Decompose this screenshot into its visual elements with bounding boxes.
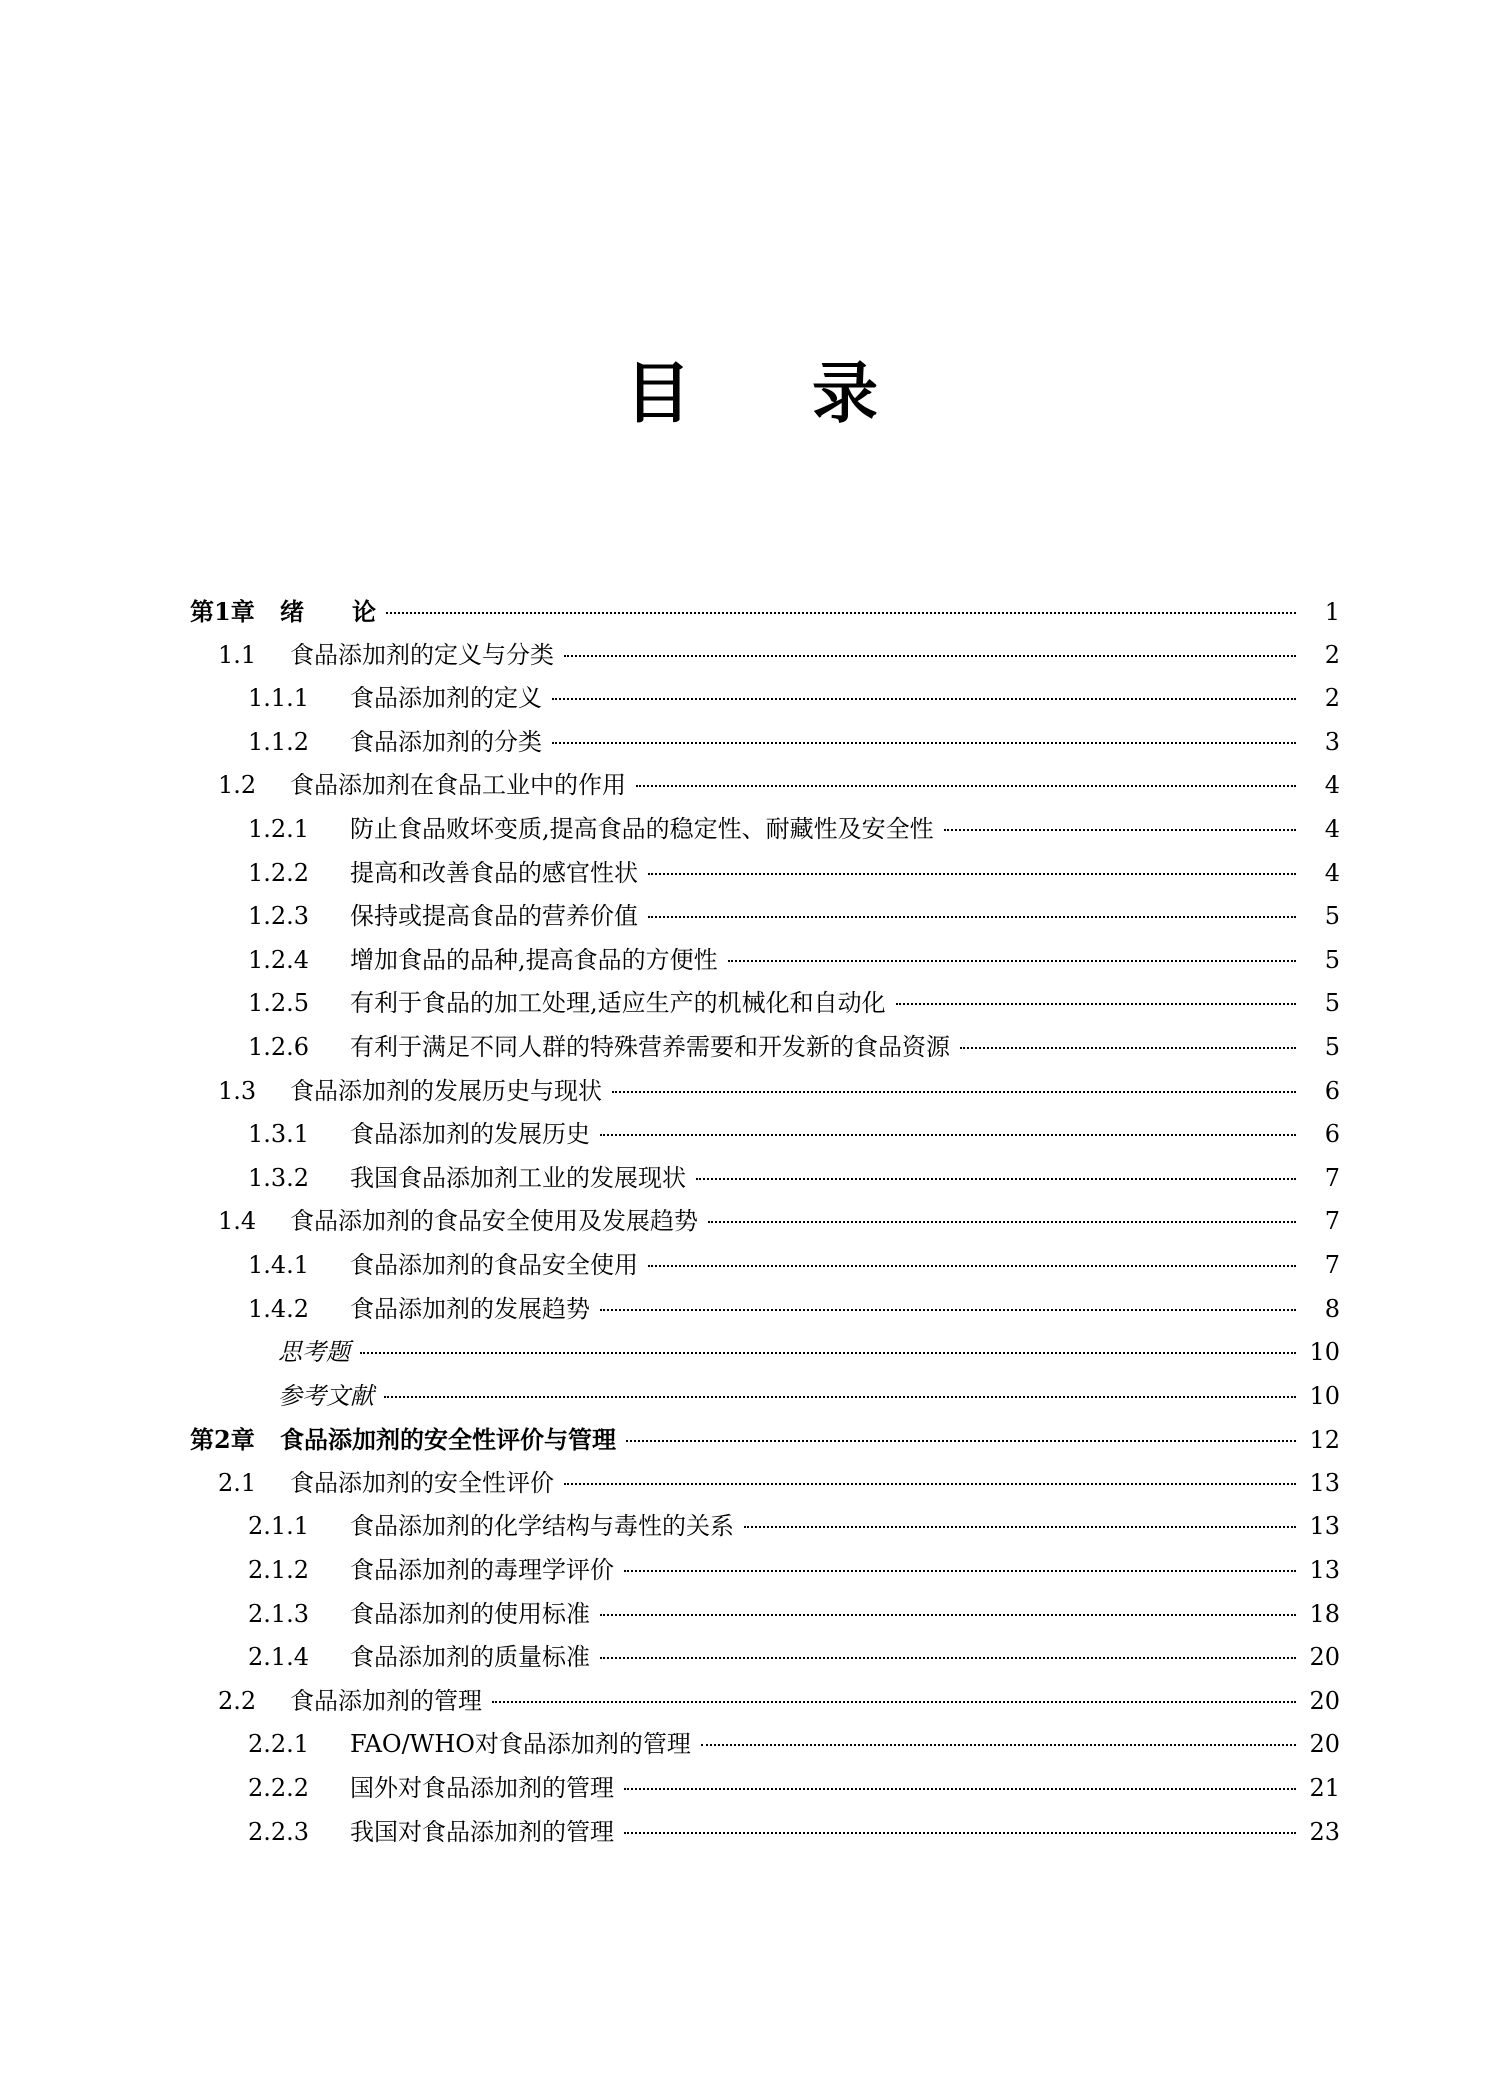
- toc-section-entry[interactable]: [190, 939, 1340, 983]
- toc-page-number: 5: [1324, 945, 1340, 974]
- toc-entry-title: 食品添加剂的分类: [350, 727, 542, 756]
- toc-section-entry[interactable]: [190, 1767, 1340, 1811]
- toc-dot-leader: [636, 785, 1296, 787]
- toc-entry-number: 1.3.1: [248, 1120, 310, 1149]
- toc-dot-leader: [696, 1178, 1296, 1180]
- toc-dot-leader: [600, 1614, 1296, 1616]
- toc-entry-number: 2.1: [218, 1468, 257, 1497]
- toc-dot-leader: [612, 1091, 1296, 1093]
- toc-page-number: 7: [1324, 1163, 1340, 1192]
- toc-entry-number: 2.2.2: [248, 1774, 310, 1803]
- toc-entry-number: 2.2: [218, 1686, 257, 1715]
- toc-page-number: 3: [1324, 727, 1340, 756]
- toc-page-number: 4: [1324, 858, 1340, 887]
- toc-section-entry[interactable]: [190, 1505, 1340, 1549]
- toc-entry-number: 1.4.2: [248, 1294, 310, 1323]
- toc-entry-number: 1.2.6: [248, 1032, 310, 1061]
- toc-dot-leader: [624, 1570, 1296, 1572]
- toc-dot-leader: [960, 1047, 1296, 1049]
- toc-entry-number: 1.2: [218, 771, 257, 800]
- toc-entry-title: 国外对食品添加剂的管理: [350, 1774, 614, 1803]
- toc-entry-title: 思考题: [278, 1338, 350, 1367]
- toc-section-entry[interactable]: [190, 808, 1340, 852]
- toc-section-entry[interactable]: [190, 721, 1340, 765]
- toc-entry-number: 1.3: [218, 1076, 257, 1105]
- toc-dot-leader: [600, 1309, 1296, 1311]
- toc-page-number: 2: [1324, 684, 1340, 713]
- toc-page-number: 13: [1309, 1512, 1340, 1541]
- toc-section-entry[interactable]: [190, 1723, 1340, 1767]
- toc-page-number: 2: [1324, 640, 1340, 669]
- toc-page-number: 20: [1309, 1686, 1340, 1715]
- toc-dot-leader: [600, 1657, 1296, 1659]
- toc-entry-number: 1.1.1: [248, 684, 310, 713]
- toc-page-number: 7: [1324, 1207, 1340, 1236]
- toc-dot-leader: [564, 655, 1296, 657]
- toc-dot-leader: [648, 916, 1296, 918]
- toc-section-entry[interactable]: [190, 1636, 1340, 1680]
- toc-section-entry[interactable]: [190, 1811, 1340, 1855]
- toc-section-entry[interactable]: [190, 1157, 1340, 1201]
- title-char-1: 目: [625, 354, 692, 432]
- toc-page-number: 5: [1324, 902, 1340, 931]
- toc-entry-title: 参考文献: [278, 1381, 374, 1410]
- toc-section-entry[interactable]: [190, 1288, 1340, 1332]
- toc-entry-number: 1.2.4: [248, 945, 310, 974]
- toc-dot-leader: [626, 1440, 1296, 1442]
- toc-dot-leader: [492, 1701, 1296, 1703]
- toc-entry-title: 食品添加剂的发展历史: [350, 1120, 590, 1149]
- toc-entry-number: 1.1.2: [248, 727, 310, 756]
- page-title: [0, 340, 1504, 435]
- toc-entry-number: 1.2.2: [248, 858, 310, 887]
- toc-section-entry[interactable]: [190, 1462, 1340, 1506]
- toc-page-number: 5: [1324, 989, 1340, 1018]
- toc-page-number: 23: [1309, 1817, 1340, 1846]
- toc-page-number: 21: [1309, 1774, 1340, 1803]
- toc-chapter-entry[interactable]: [190, 590, 1340, 634]
- toc-dot-leader: [648, 873, 1296, 875]
- toc-dot-leader: [701, 1744, 1296, 1746]
- toc-entry-title: 增加食品的品种,提高食品的方便性: [350, 945, 718, 974]
- toc-entry-title: FAO/WHO对食品添加剂的管理: [350, 1730, 691, 1759]
- toc-page-number: 10: [1309, 1381, 1340, 1410]
- toc-entry-title: 食品添加剂的定义与分类: [290, 640, 554, 669]
- toc-dot-leader: [944, 829, 1296, 831]
- toc-section-entry[interactable]: [190, 1549, 1340, 1593]
- toc-entry-title: 保持或提高食品的营养价值: [350, 902, 638, 931]
- toc-misc-entry[interactable]: [190, 1375, 1340, 1419]
- toc-section-entry[interactable]: [190, 1244, 1340, 1288]
- toc-entry-number: 2.2.3: [248, 1817, 310, 1846]
- toc-dot-leader: [360, 1352, 1296, 1354]
- toc-section-entry[interactable]: [190, 852, 1340, 896]
- toc-entry-title: 食品添加剂的使用标准: [350, 1599, 590, 1628]
- toc-entry-title: 食品添加剂的食品安全使用及发展趋势: [290, 1207, 698, 1236]
- toc-page-number: 13: [1309, 1556, 1340, 1585]
- toc-dot-leader: [744, 1526, 1296, 1528]
- toc-page-number: 1: [1324, 598, 1340, 626]
- toc-entry-number: 2.1.4: [248, 1643, 310, 1672]
- toc-dot-leader: [648, 1265, 1296, 1267]
- toc-chapter-entry[interactable]: [190, 1418, 1340, 1462]
- toc-page-number: 12: [1309, 1426, 1340, 1455]
- toc-section-entry[interactable]: [190, 634, 1340, 678]
- toc-entry-number: 第2章: [190, 1425, 255, 1455]
- toc-page-number: 13: [1309, 1468, 1340, 1497]
- toc-section-entry[interactable]: [190, 1593, 1340, 1637]
- toc-entry-number: 1.1: [218, 640, 257, 669]
- toc-entry-title: 食品添加剂的管理: [290, 1686, 482, 1715]
- toc-section-entry[interactable]: [190, 1680, 1340, 1724]
- toc-dot-leader: [600, 1134, 1296, 1136]
- toc-dot-leader: [552, 698, 1296, 700]
- toc-entry-title: 食品添加剂的安全性评价: [290, 1468, 554, 1497]
- toc-page-number: 7: [1324, 1250, 1340, 1279]
- toc-entry-number: 1.2.1: [248, 814, 310, 843]
- toc-entry-title: 食品添加剂在食品工业中的作用: [290, 771, 626, 800]
- toc-section-entry[interactable]: [190, 982, 1340, 1026]
- toc-entry-title: 有利于食品的加工处理,适应生产的机械化和自动化: [350, 989, 886, 1018]
- toc-dot-leader: [896, 1003, 1296, 1005]
- toc-dot-leader: [552, 742, 1296, 744]
- toc-entry-number: 2.1.1: [248, 1512, 310, 1541]
- toc-entry-title: 食品添加剂的化学结构与毒性的关系: [350, 1512, 734, 1541]
- toc-entry-number: 1.2.5: [248, 989, 310, 1018]
- toc-dot-leader: [564, 1483, 1296, 1485]
- toc-section-entry[interactable]: [190, 1026, 1340, 1070]
- toc-dot-leader: [728, 960, 1296, 962]
- toc-section-entry[interactable]: [190, 1070, 1340, 1114]
- toc-section-entry[interactable]: [190, 1113, 1340, 1157]
- toc-page-number: 8: [1324, 1294, 1340, 1323]
- toc-entry-number: 2.2.1: [248, 1730, 310, 1759]
- toc-entry-number: 1.3.2: [248, 1163, 310, 1192]
- toc-section-entry[interactable]: [190, 895, 1340, 939]
- toc-page-number: 4: [1324, 771, 1340, 800]
- toc-entry-title: 绪 论: [280, 597, 376, 626]
- toc-section-entry[interactable]: [190, 677, 1340, 721]
- toc-entry-title: 食品添加剂的食品安全使用: [350, 1250, 638, 1279]
- toc-entry-number: 1.4: [218, 1207, 257, 1236]
- toc-entry-title: 食品添加剂的质量标准: [350, 1643, 590, 1672]
- toc-misc-entry[interactable]: [190, 1331, 1340, 1375]
- toc-entry-title: 食品添加剂的定义: [350, 684, 542, 713]
- toc-section-entry[interactable]: [190, 1200, 1340, 1244]
- toc-page-number: 20: [1309, 1643, 1340, 1672]
- toc-entry-title: 食品添加剂的安全性评价与管理: [280, 1425, 616, 1455]
- toc-page-number: 20: [1309, 1730, 1340, 1759]
- toc-dot-leader: [708, 1221, 1296, 1223]
- toc-dot-leader: [384, 1396, 1296, 1398]
- toc-dot-leader: [624, 1788, 1296, 1790]
- toc-entry-number: 2.1.3: [248, 1599, 310, 1628]
- toc-entry-number: 2.1.2: [248, 1556, 310, 1585]
- toc-page-number: 10: [1309, 1338, 1340, 1367]
- toc-page-number: 18: [1309, 1599, 1340, 1628]
- toc-entry-title: 食品添加剂的发展历史与现状: [290, 1076, 602, 1105]
- toc-entry-title: 食品添加剂的毒理学评价: [350, 1556, 614, 1585]
- toc-entry-title: 我国对食品添加剂的管理: [350, 1817, 614, 1846]
- toc-entry-title: 有利于满足不同人群的特殊营养需要和开发新的食品资源: [350, 1032, 950, 1061]
- title-char-2: 录: [812, 354, 879, 432]
- toc-entry-title: 提高和改善食品的感官性状: [350, 858, 638, 887]
- toc-entry-number: 1.2.3: [248, 902, 310, 931]
- toc-page-number: 6: [1324, 1120, 1340, 1149]
- toc-entry-number: 1.4.1: [248, 1250, 310, 1279]
- toc-entry-number: 第1章: [190, 597, 255, 626]
- toc-section-entry[interactable]: [190, 764, 1340, 808]
- toc-entry-title: 我国食品添加剂工业的发展现状: [350, 1163, 686, 1192]
- toc-page-number: 4: [1324, 814, 1340, 843]
- toc-entry-title: 食品添加剂的发展趋势: [350, 1294, 590, 1323]
- toc-dot-leader: [624, 1832, 1296, 1834]
- toc-page-number: 5: [1324, 1032, 1340, 1061]
- table-of-contents: [190, 590, 1340, 1854]
- toc-dot-leader: [386, 612, 1296, 614]
- toc-entry-title: 防止食品败坏变质,提高食品的稳定性、耐藏性及安全性: [350, 814, 934, 843]
- toc-page-number: 6: [1324, 1076, 1340, 1105]
